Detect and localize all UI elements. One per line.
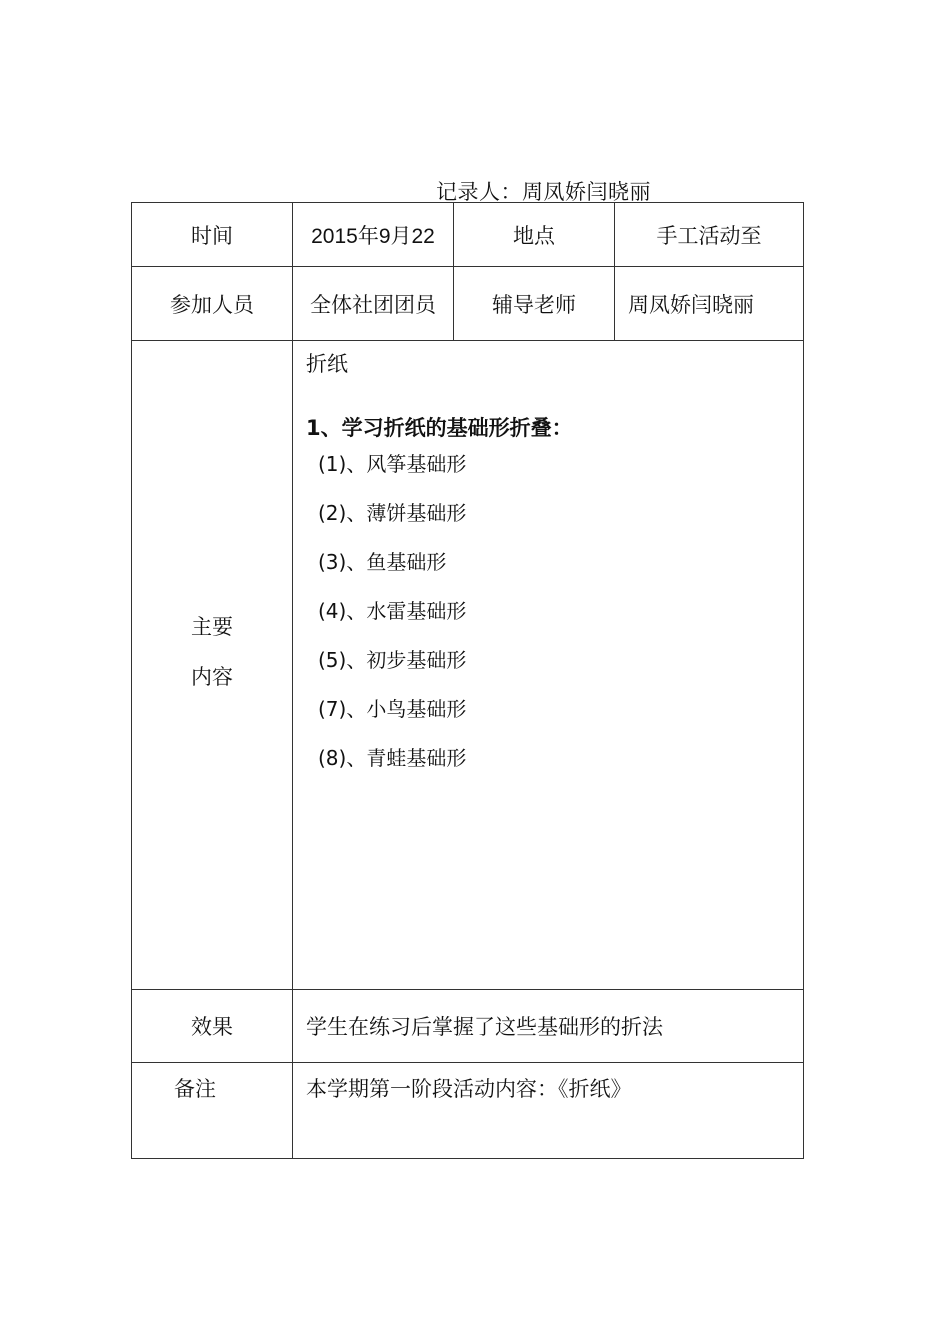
remark-label: 备注 [132, 1063, 293, 1159]
effect-value: 学生在练习后掌握了这些基础形的折法 [293, 990, 804, 1063]
effect-label: 效果 [132, 990, 293, 1063]
teacher-value: 周凤娇闫晓丽 [615, 267, 804, 341]
content-list [306, 451, 803, 794]
list-item: (8)、青蛙基础形 [318, 746, 467, 770]
activity-record-table [131, 202, 804, 1159]
row-remark [132, 1063, 804, 1159]
list-item: (1)、风筝基础形 [318, 452, 467, 476]
content-label-line2: 内容 [191, 665, 233, 689]
row-participants-teacher [132, 267, 804, 341]
remark-value: 本学期第一阶段活动内容：《折纸》 [293, 1063, 804, 1159]
participants-value: 全体社团团员 [293, 267, 454, 341]
time-label: 时间 [132, 203, 293, 267]
list-item: (3)、鱼基础形 [318, 550, 447, 574]
content-title: 折纸 [306, 352, 348, 376]
recorder-line: 记录人：周凤娇闫晓丽 [436, 180, 651, 204]
list-item: (5)、初步基础形 [318, 648, 467, 672]
row-effect [132, 990, 804, 1063]
content-label [132, 341, 293, 990]
content-body [293, 341, 804, 990]
row-main-content [132, 341, 804, 990]
list-item: (4)、水雷基础形 [318, 599, 467, 623]
list-item: (2)、薄饼基础形 [318, 501, 467, 525]
place-value: 手工活动至 [615, 203, 804, 267]
content-heading: 1、学习折纸的基础形折叠： [306, 416, 573, 440]
participants-label: 参加人员 [132, 267, 293, 341]
row-time-place [132, 203, 804, 267]
content-label-line1: 主要 [191, 615, 233, 639]
place-label: 地点 [454, 203, 615, 267]
list-item: (7)、小鸟基础形 [318, 697, 467, 721]
time-value: 2015年9月22 [293, 203, 454, 267]
teacher-label: 辅导老师 [454, 267, 615, 341]
